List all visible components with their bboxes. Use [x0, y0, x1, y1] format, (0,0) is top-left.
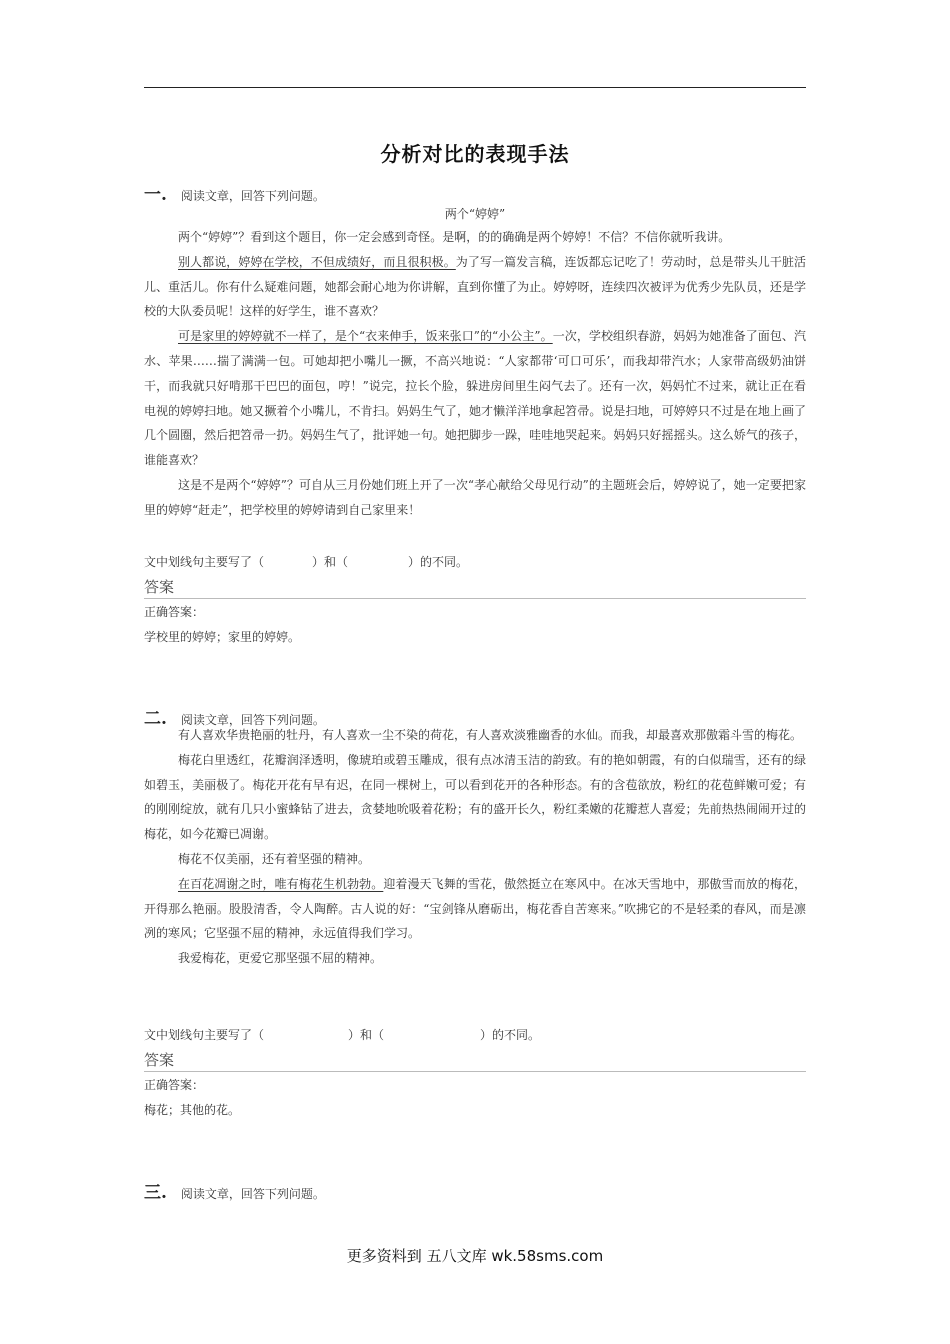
header-rule — [144, 87, 806, 88]
answer-2-label: 正确答案： — [144, 1078, 205, 1092]
answer-2-text: 梅花；其他的花。 — [144, 1103, 241, 1117]
footer-link[interactable]: 更多资料到 五八文库 wk.58sms.com — [346, 1247, 604, 1265]
question-1-header — [144, 180, 325, 205]
passage-1-paragraph: 可是家里的婷婷就不一样了，是个“衣来伸手，饭来张口”的“小公主”。一次，学校组织春游，妈妈为她准备了面包、汽水、苹果……揣了满满一包。可她却把小嘴儿一撅，不高兴地说：“人家都带‘可口可乐’，而我却带汽水；人家带高级奶油饼干，而我就只好啃那干巴巴的面包，哼！”说完，拉长个脸，躲进房间里生闷气去了。还有一次，妈妈忙不过来，就让正在看电视的婷婷扫地。她又撅着个小嘴儿，不肯扫。妈妈生气了，她才懒洋洋地拿起笤帚。说是扫地，可婷婷只不过是在地上画了几个圆圈，然后把笤帚一扔。妈妈生气了，批评她一句。她把脚步一跺，哇哇地哭起来。妈妈只好摇摇头。这么娇气的孩子，谁能喜欢？ — [144, 329, 806, 468]
underlined-sentence: 在百花凋谢之时，唯有梅花生机勃勃。 — [178, 876, 384, 891]
passage-2-paragraph: 我爱梅花，更爱它那坚强不屈的精神。 — [178, 951, 383, 966]
answer-1-divider — [144, 598, 806, 599]
underlined-sentence: 可是家里的婷婷就不一样了，是个“衣来伸手，饭来张口”的“小公主”。 — [178, 329, 553, 344]
passage-2-paragraph: 梅花白里透红，花瓣润泽透明，像琥珀或碧玉雕成，很有点冰清玉洁的韵致。有的艳如朝霞，有的白似瑞雪，还有的绿如碧玉，美丽极了。梅花开花有早有迟，在同一棵树上，可以看到花开的各种形态。有的含苞欲放，粉红的花苞鲜嫩可爱；有的刚刚绽放，就有几只小蜜蜂钻了进去，贪婪地吮吸着花粉；有的盛开长久，粉红柔嫩的花瓣惹人喜爱；先前热热闹闹开过的梅花，如今花瓣已凋谢。 — [144, 752, 806, 842]
passage-1 — [144, 225, 806, 523]
passage-1-paragraph: 别人都说，婷婷在学校，不但成绩好，而且很积极。为了写一篇发言稿，连饭都忘记吃了！劳动时，总是带头儿干脏活儿、重活儿。你有什么疑难问题，她都会耐心地为你讲解，直到你懂了为止。婷婷呀，连续四次被评为优秀少先队员，还是学校的大队委员呢！这样的好学生，谁不喜欢？ — [144, 254, 806, 319]
passage-1-title: 两个“婷婷” — [444, 207, 506, 221]
answer-1-label: 正确答案： — [144, 605, 205, 619]
passage-2-paragraph: 梅花不仅美丽，还有着坚强的精神。 — [178, 851, 371, 866]
question-2-stem: 文中划线句主要写了（ ）和（ ）的不同。 — [144, 1028, 541, 1042]
question-3-number: 三. — [144, 1183, 167, 1203]
passage-2 — [144, 723, 806, 971]
answer-1-text: 学校里的婷婷；家里的婷婷。 — [144, 630, 301, 644]
answer-2-title: 答案 — [144, 1051, 175, 1069]
question-1-number: 一. — [144, 185, 167, 205]
page-title: 分析对比的表现手法 — [380, 142, 570, 166]
question-2-instruction: 阅读文章，回答下列问题。 — [180, 713, 325, 727]
passage-1-paragraph: 两个“婷婷”？看到这个题目，你一定会感到奇怪。是啊，的的确确是两个婷婷！不信？不信你就听我讲。 — [178, 230, 731, 244]
answer-1-title: 答案 — [144, 578, 175, 596]
question-3-instruction: 阅读文章，回答下列问题。 — [180, 1187, 325, 1201]
passage-1-paragraph: 这是不是两个“婷婷”？可自从三月份她们班上开了一次“孝心献给父母见行动”的主题班会后，婷婷说了，她一定要把家里的婷婷“赶走”，把学校里的婷婷请到自己家里来！ — [144, 477, 806, 517]
question-3-header — [144, 1178, 325, 1203]
answer-2-divider — [144, 1071, 806, 1072]
underlined-sentence: 别人都说，婷婷在学校，不但成绩好，而且很积极。 — [178, 254, 456, 269]
question-1-stem: 文中划线句主要写了（ ）和（ ）的不同。 — [144, 555, 469, 569]
passage-2-paragraph: 在百花凋谢之时，唯有梅花生机勃勃。迎着漫天飞舞的雪花，傲然挺立在寒风中。在冰天雪地中，那傲雪而放的梅花，开得那么艳丽。股股清香，令人陶醉。古人说的好：“宝剑锋从磨砺出，梅花香自苦寒来。”吹拂它的不是轻柔的春风，而是凛冽的寒风；它坚强不屈的精神，永远值得我们学习。 — [144, 876, 806, 941]
question-2-number: 二. — [144, 709, 167, 729]
passage-2-paragraph: 有人喜欢华贵艳丽的牡丹，有人喜欢一尘不染的荷花，有人喜欢淡雅幽香的水仙。而我，却最喜欢那傲霜斗雪的梅花。 — [178, 728, 803, 742]
question-1-instruction: 阅读文章，回答下列问题。 — [180, 189, 325, 203]
